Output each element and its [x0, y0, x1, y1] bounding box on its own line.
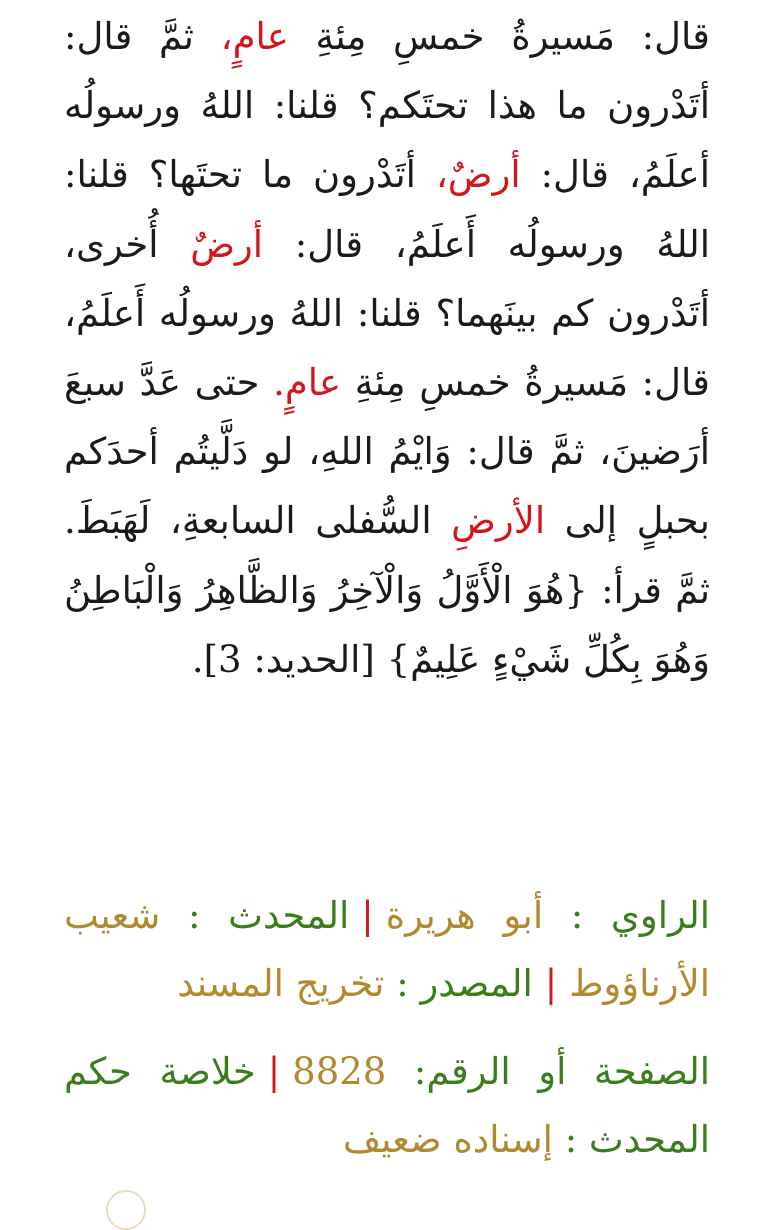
hadith-segment: ثمَّ قال: أتَدْرون ما هذا تحتَكم؟ قلنا: اللهُ ورسولُه أعلَمُ، قال:: [64, 15, 710, 197]
hadith-segment: السُّفلى السابعةِ، لَهَبَطَ. ثمَّ قرأ: {هُوَ الْأَوَّلُ وَالْآخِرُ وَالظَّاهِرُ وَالْبَاطِنُ وَهُوَ بِكُلِّ شَيْءٍ عَلِيمٌ} [الحديد: 3].: [64, 499, 710, 681]
separator: |: [267, 1050, 281, 1093]
highlight-word: الأرضِ: [451, 499, 546, 543]
hadith-info-primary: [64, 882, 710, 1018]
hadith-segment: أُخرى، أتَدْرون كم بينَهما؟ قلنا: اللهُ ورسولُه أَعلَمُ، قال: مَسيرةُ خمسِ مِئةِ: [64, 222, 710, 405]
highlight-word: عامٍ،: [220, 15, 289, 58]
hadith-text: [64, 0, 710, 832]
hadith-info-secondary: [64, 1038, 710, 1174]
page-number-label: الصفحة أو الرقم:: [413, 1050, 710, 1093]
ruling-value: إسناده ضعيف: [342, 1118, 553, 1161]
highlight-word: أرضٌ،: [435, 153, 521, 197]
hadith-segment: حتى عَدَّ سبعَ أرَضينَ، ثمَّ قال: وَايْمُ اللهِ، لو دَلَّيتُم أحدَكم بحبلٍ إلى: [64, 361, 710, 543]
hadith-segment: قال: مَسيرةُ خمسِ مِئةِ: [288, 15, 710, 58]
round-button-edge[interactable]: [106, 1190, 146, 1230]
narrator-label: الراوي :: [570, 894, 710, 937]
muhaddith-value: شعيب الأرناؤوط: [64, 894, 710, 1005]
hadith-segment: أتَدْرون ما تحتَها؟ قلنا: اللهُ ورسولُه أَعلَمُ، قال:: [64, 153, 710, 266]
muhaddith-label: المحدث :: [188, 894, 350, 937]
highlight-word: أرضٌ: [190, 222, 264, 266]
ruling-label: خلاصة حكم المحدث :: [64, 1050, 710, 1161]
highlight-word: عامٍ.: [273, 361, 342, 405]
narrator-value: أبو هريرة: [385, 894, 544, 937]
source-value: تخريج المسند: [177, 962, 385, 1005]
page-number-value: 8828: [292, 1050, 387, 1093]
separator: |: [361, 894, 374, 937]
source-label: المصدر :: [396, 962, 533, 1005]
separator: |: [544, 962, 558, 1005]
